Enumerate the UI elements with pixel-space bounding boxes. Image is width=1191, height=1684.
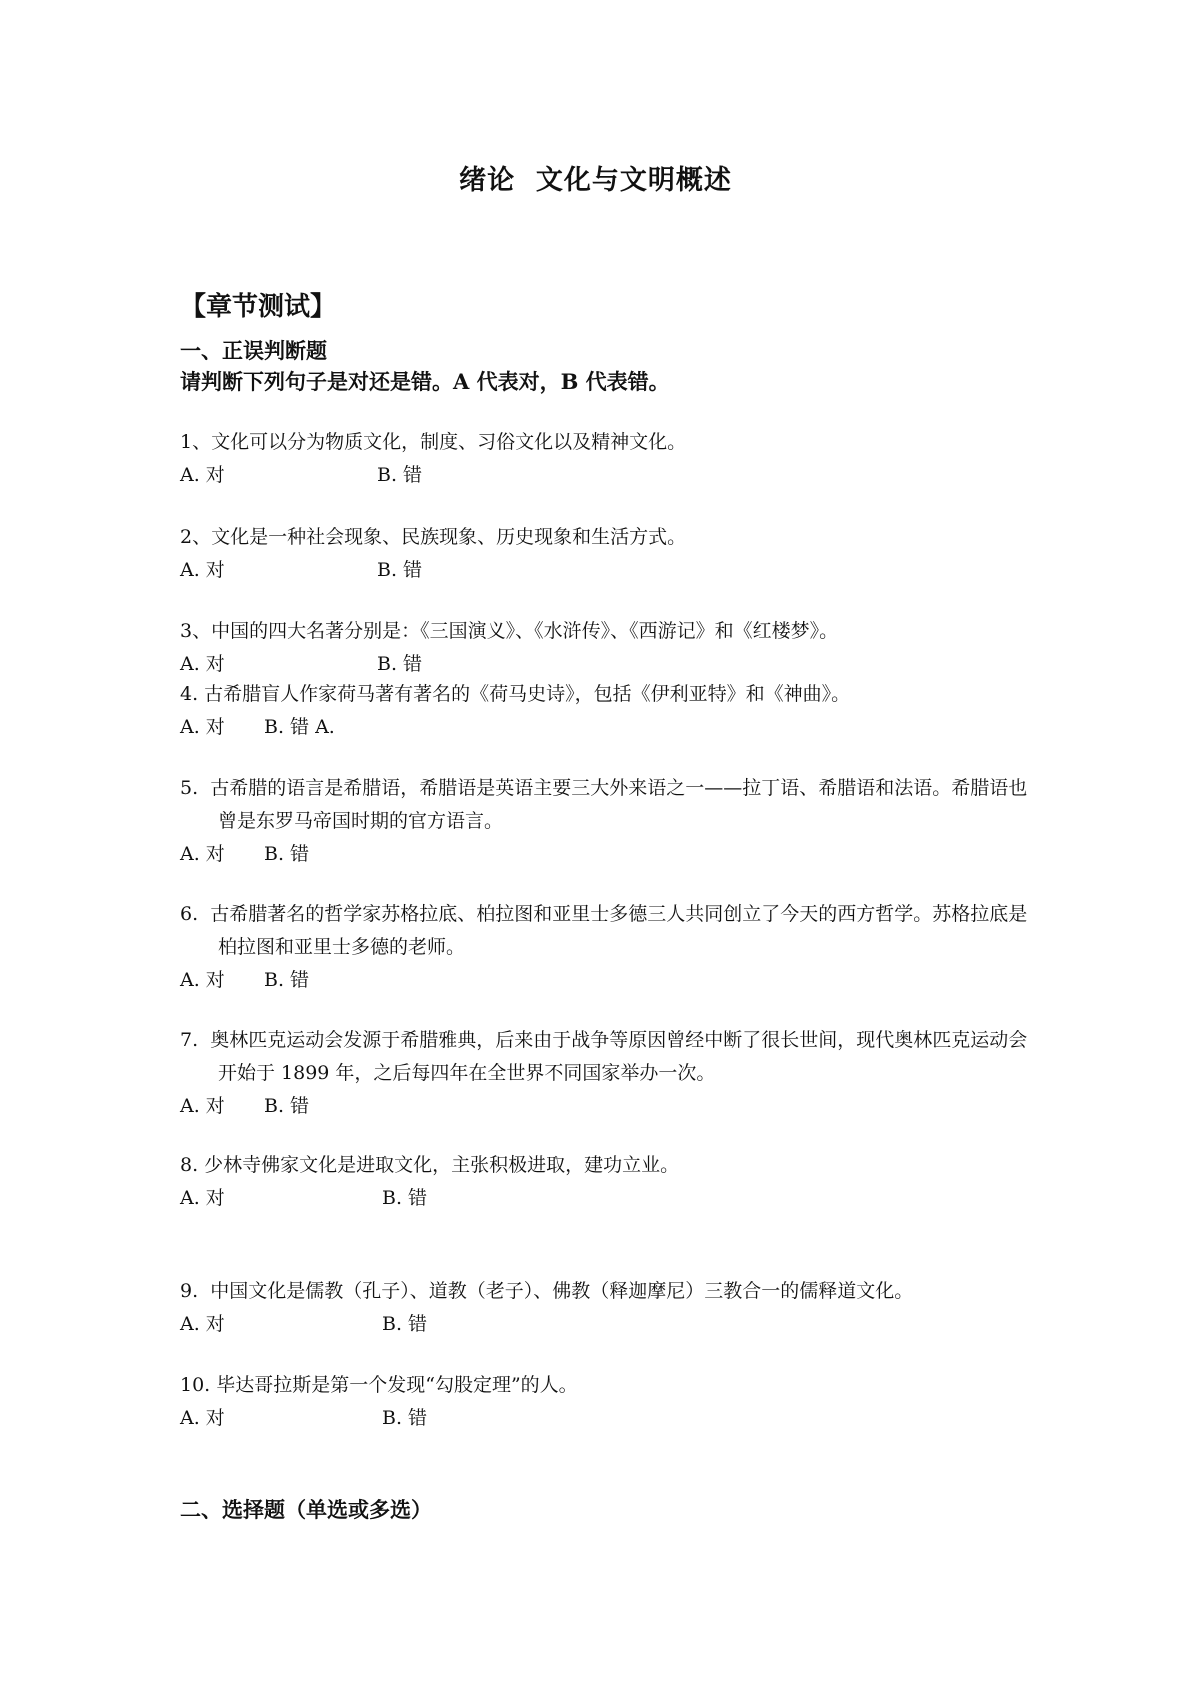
option-a: A. 对 (180, 559, 225, 581)
question-text: 3、中国的四大名著分别是：《三国演义》、《水浒传》、《西游记》和《红楼梦》。 (180, 620, 839, 642)
option-b: B. 错 (377, 653, 423, 675)
question-options (180, 964, 1040, 997)
option-b: B. 错 (377, 464, 423, 486)
question-1 (180, 426, 1040, 492)
option-a: A. 对 (180, 1407, 225, 1429)
section-heading: 【章节测试】 (180, 292, 337, 322)
question-9 (180, 1275, 1040, 1341)
question-options (180, 554, 1040, 587)
option-a: A. 对 (180, 969, 225, 991)
question-8 (180, 1149, 1040, 1215)
question-10 (180, 1369, 1040, 1435)
option-b: B. 错 (382, 1407, 428, 1429)
question-text: 7. 奥林匹克运动会发源于希腊雅典，后来由于战争等原因曾经中断了很长世间，现代奥林匹克运动会开始于 1899 年，之后每四年在全世界不同国家举办一次。 (180, 1029, 1028, 1084)
question-options (180, 1090, 1040, 1123)
question-options (180, 459, 1040, 492)
option-b: B. 错 (264, 969, 310, 991)
option-a: A. 对 (180, 1313, 225, 1335)
question-options (180, 1182, 1040, 1215)
question-text: 4. 古希腊盲人作家荷马著有著名的《荷马史诗》，包括《伊利亚特》和《神曲》。 (180, 683, 851, 705)
question-options (180, 711, 1040, 744)
question-3 (180, 615, 1040, 681)
option-b: B. 错 A. (264, 716, 335, 738)
option-a: A. 对 (180, 464, 225, 486)
page-title: 绪论 文化与文明概述 (459, 165, 732, 196)
part2-heading: 二、选择题（单选或多选） (180, 1497, 432, 1522)
question-5 (180, 772, 1040, 871)
question-2 (180, 521, 1040, 587)
option-a: A. 对 (180, 843, 225, 865)
question-4 (180, 678, 1040, 744)
option-a: A. 对 (180, 1187, 225, 1209)
option-b: B. 错 (264, 1095, 310, 1117)
part1-heading: 一、正误判断题 (180, 338, 327, 363)
option-a: A. 对 (180, 653, 225, 675)
question-options (180, 838, 1040, 871)
part1-instruction: 请判断下列句子是对还是错。A 代表对，B 代表错。 (180, 369, 670, 394)
question-text: 1、文化可以分为物质文化，制度、习俗文化以及精神文化。 (180, 431, 687, 453)
question-text: 8. 少林寺佛家文化是进取文化，主张积极进取，建功立业。 (180, 1154, 680, 1176)
question-options (180, 648, 1040, 681)
question-7 (180, 1024, 1040, 1123)
question-text: 2、文化是一种社会现象、民族现象、历史现象和生活方式。 (180, 526, 687, 548)
question-text: 5. 古希腊的语言是希腊语，希腊语是英语主要三大外来语之一——拉丁语、希腊语和法语。希腊语也曾是东罗马帝国时期的官方语言。 (180, 777, 1028, 832)
question-6 (180, 898, 1040, 997)
question-options (180, 1308, 1040, 1341)
question-options (180, 1402, 1040, 1435)
option-b: B. 错 (382, 1187, 428, 1209)
option-a: A. 对 (180, 716, 225, 738)
option-b: B. 错 (377, 559, 423, 581)
question-text: 9. 中国文化是儒教（孔子）、道教（老子）、佛教（释迦摩尼）三教合一的儒释道文化。 (180, 1280, 914, 1302)
option-b: B. 错 (382, 1313, 428, 1335)
question-text: 6. 古希腊著名的哲学家苏格拉底、柏拉图和亚里士多德三人共同创立了今天的西方哲学。苏格拉底是柏拉图和亚里士多德的老师。 (180, 903, 1028, 958)
option-a: A. 对 (180, 1095, 225, 1117)
question-text: 10. 毕达哥拉斯是第一个发现“勾股定理”的人。 (180, 1374, 578, 1396)
option-b: B. 错 (264, 843, 310, 865)
